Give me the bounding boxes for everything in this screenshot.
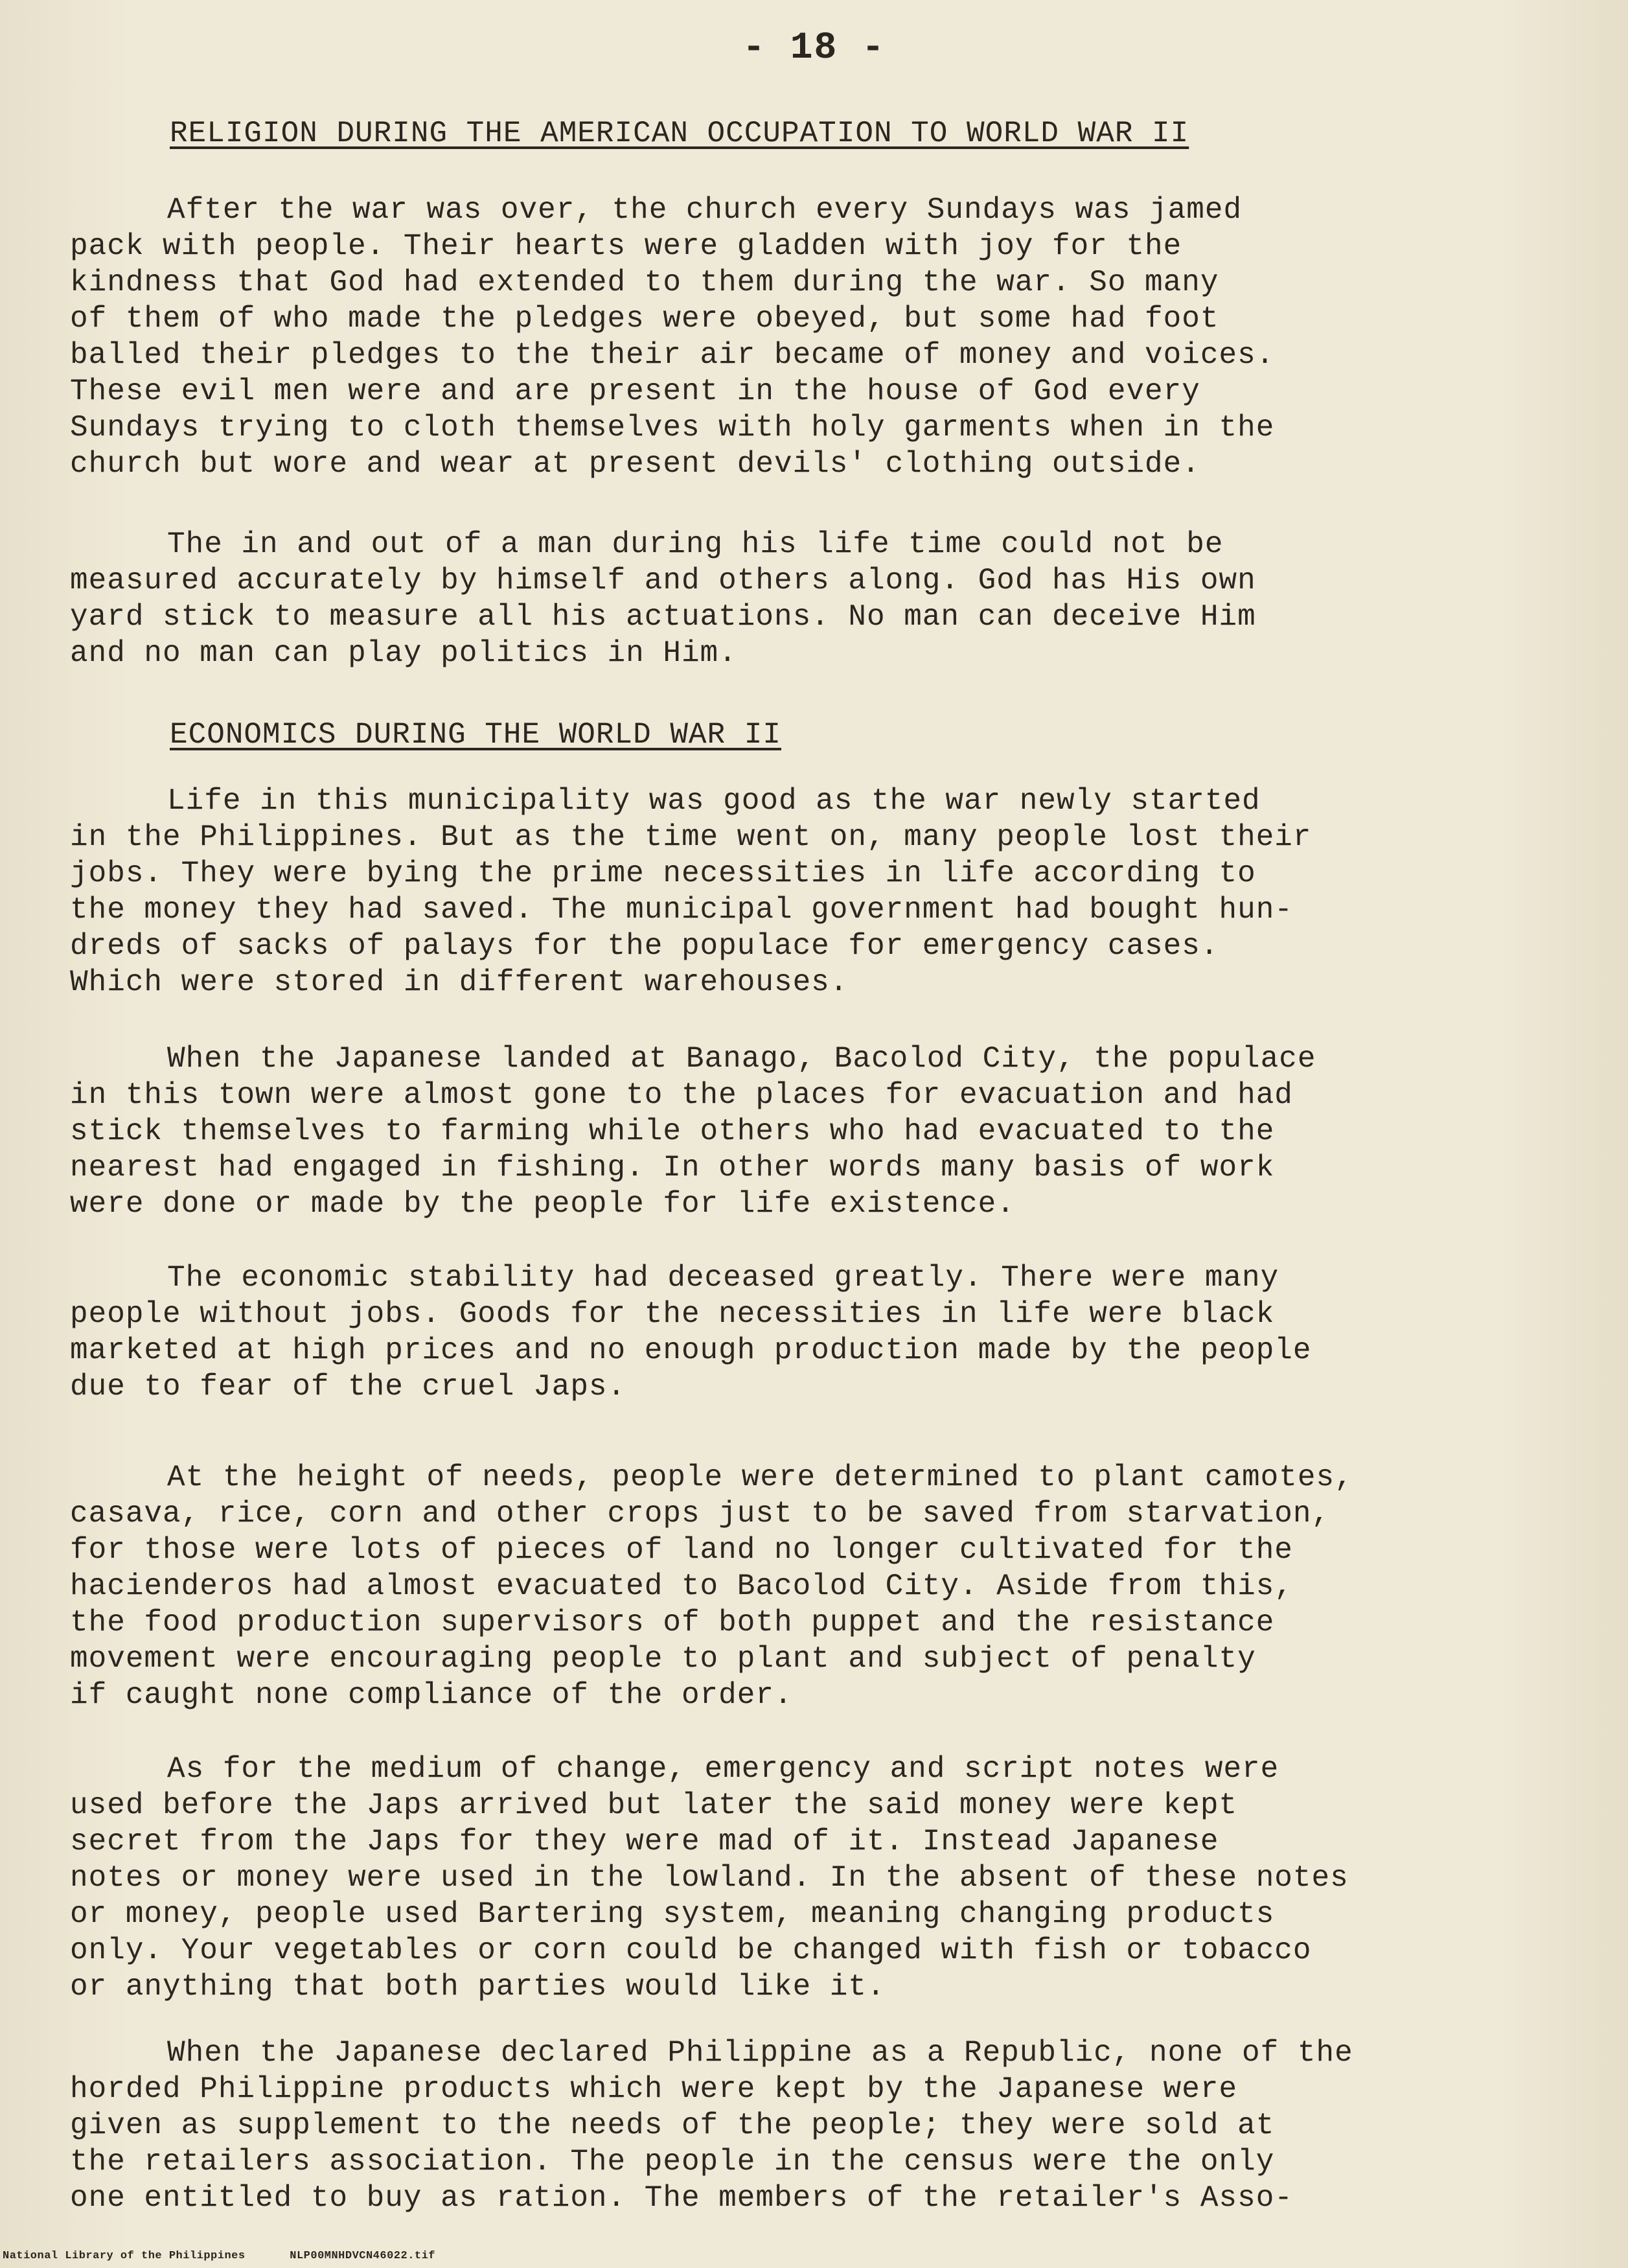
text-line: nearest had engaged in fishing. In other words many basis of work (70, 1151, 1275, 1185)
text-line: due to fear of the cruel Japs. (70, 1370, 626, 1404)
text-line: These evil men were and are present in the house of God every (70, 375, 1200, 408)
paragraph (70, 2035, 1579, 2216)
text-line: The in and out of a man during his life time could not be (167, 527, 1224, 561)
text-line: used before the Japs arrived but later the said money were kept (70, 1788, 1238, 1822)
text-line: the retailers association. The people in the census were the only (70, 2145, 1275, 2179)
text-line: movement were encouraging people to plant and subject of penalty (70, 1642, 1256, 1676)
text-line: jobs. They were bying the prime necessities in life according to (70, 857, 1256, 890)
text-line: notes or money were used in the lowland. In the absent of these notes (70, 1861, 1349, 1895)
text-line: the money they had saved. The municipal government had bought hun- (70, 893, 1293, 927)
text-line: measured accurately by himself and others along. God has His own (70, 564, 1256, 597)
text-line: Which were stored in different warehouses. (70, 966, 849, 999)
paragraph (70, 192, 1579, 482)
paragraph (70, 1459, 1579, 1713)
text-line: of them of who made the pledges were obeyed, but some had foot (70, 302, 1219, 336)
scan-footer (3, 2250, 473, 2262)
text-line: pack with people. Their hearts were gladden with joy for the (70, 229, 1182, 263)
text-line: yard stick to measure all his actuations. No man can deceive Him (70, 600, 1256, 634)
text-line: or money, people used Bartering system, meaning changing products (70, 1897, 1275, 1931)
text-line: for those were lots of pieces of land no longer cultivated for the (70, 1533, 1293, 1567)
text-line: After the war was over, the church every Sundays was jamed (167, 193, 1243, 227)
paragraph (70, 1260, 1579, 1405)
text-line: casava, rice, corn and other crops just to be saved from starvation, (70, 1497, 1331, 1531)
text-line: When the Japanese declared Philippine as a Republic, none of the (167, 2036, 1353, 2070)
text-line: were done or made by the people for life existence. (70, 1187, 1015, 1221)
footer-library: National Library of the Philippines (3, 2250, 246, 2262)
paragraph (70, 783, 1579, 1001)
text-line: given as supplement to the needs of the people; they were sold at (70, 2109, 1275, 2142)
text-line: horded Philippine products which were kept by the Japanese were (70, 2072, 1238, 2106)
text-line: or anything that both parties would like it. (70, 1970, 886, 2004)
text-line: one entitled to buy as ration. The members of the retailer's Asso- (70, 2181, 1293, 2215)
text-line: The economic stability had deceased greatly. There were many (167, 1261, 1279, 1295)
text-line: if caught none compliance of the order. (70, 1678, 793, 1712)
text-line: dreds of sacks of palays for the populace for emergency cases. (70, 929, 1219, 963)
text-line: Life in this municipality was good as the war newly started (167, 784, 1261, 818)
text-line: only. Your vegetables or corn could be changed with fish or tobacco (70, 1934, 1312, 1967)
text-line: As for the medium of change, emergency and script notes were (167, 1752, 1279, 1786)
text-line: church but wore and wear at present devils' clothing outside. (70, 447, 1200, 481)
text-line: When the Japanese landed at Banago, Bacolod City, the populace (167, 1042, 1316, 1076)
paragraph (70, 526, 1579, 671)
text-line: At the height of needs, people were determined to plant camotes, (167, 1461, 1353, 1494)
paragraph (70, 1041, 1579, 1222)
footer-filename: NLP00MNHDVCN46022.tif (290, 2250, 436, 2262)
text-line: balled their pledges to the their air became of money and voices. (70, 338, 1275, 372)
text-line: people without jobs. Goods for the necessities in life were black (70, 1297, 1275, 1331)
text-line: hacienderos had almost evacuated to Bacolod City. Aside from this, (70, 1569, 1293, 1603)
text-line: and no man can play politics in Him. (70, 636, 737, 670)
text-line: the food production supervisors of both puppet and the resistance (70, 1606, 1275, 1639)
paragraph (70, 1751, 1579, 2005)
text-line: marketed at high prices and no enough production made by the people (70, 1334, 1312, 1367)
text-line: stick themselves to farming while others who had evacuated to the (70, 1115, 1275, 1148)
text-line: secret from the Japs for they were mad of it. Instead Japanese (70, 1825, 1219, 1858)
text-line: in this town were almost gone to the places for evacuation and had (70, 1078, 1293, 1112)
page-number: - 18 - (742, 27, 886, 69)
section-heading-economics: ECONOMICS DURING THE WORLD WAR II (170, 718, 781, 752)
text-line: in the Philippines. But as the time went on, many people lost their (70, 820, 1312, 854)
section-heading-religion: RELIGION DURING THE AMERICAN OCCUPATION TO WORLD WAR II (170, 117, 1189, 150)
text-line: kindness that God had extended to them during the war. So many (70, 266, 1219, 299)
text-line: Sundays trying to cloth themselves with holy garments when in the (70, 411, 1275, 445)
